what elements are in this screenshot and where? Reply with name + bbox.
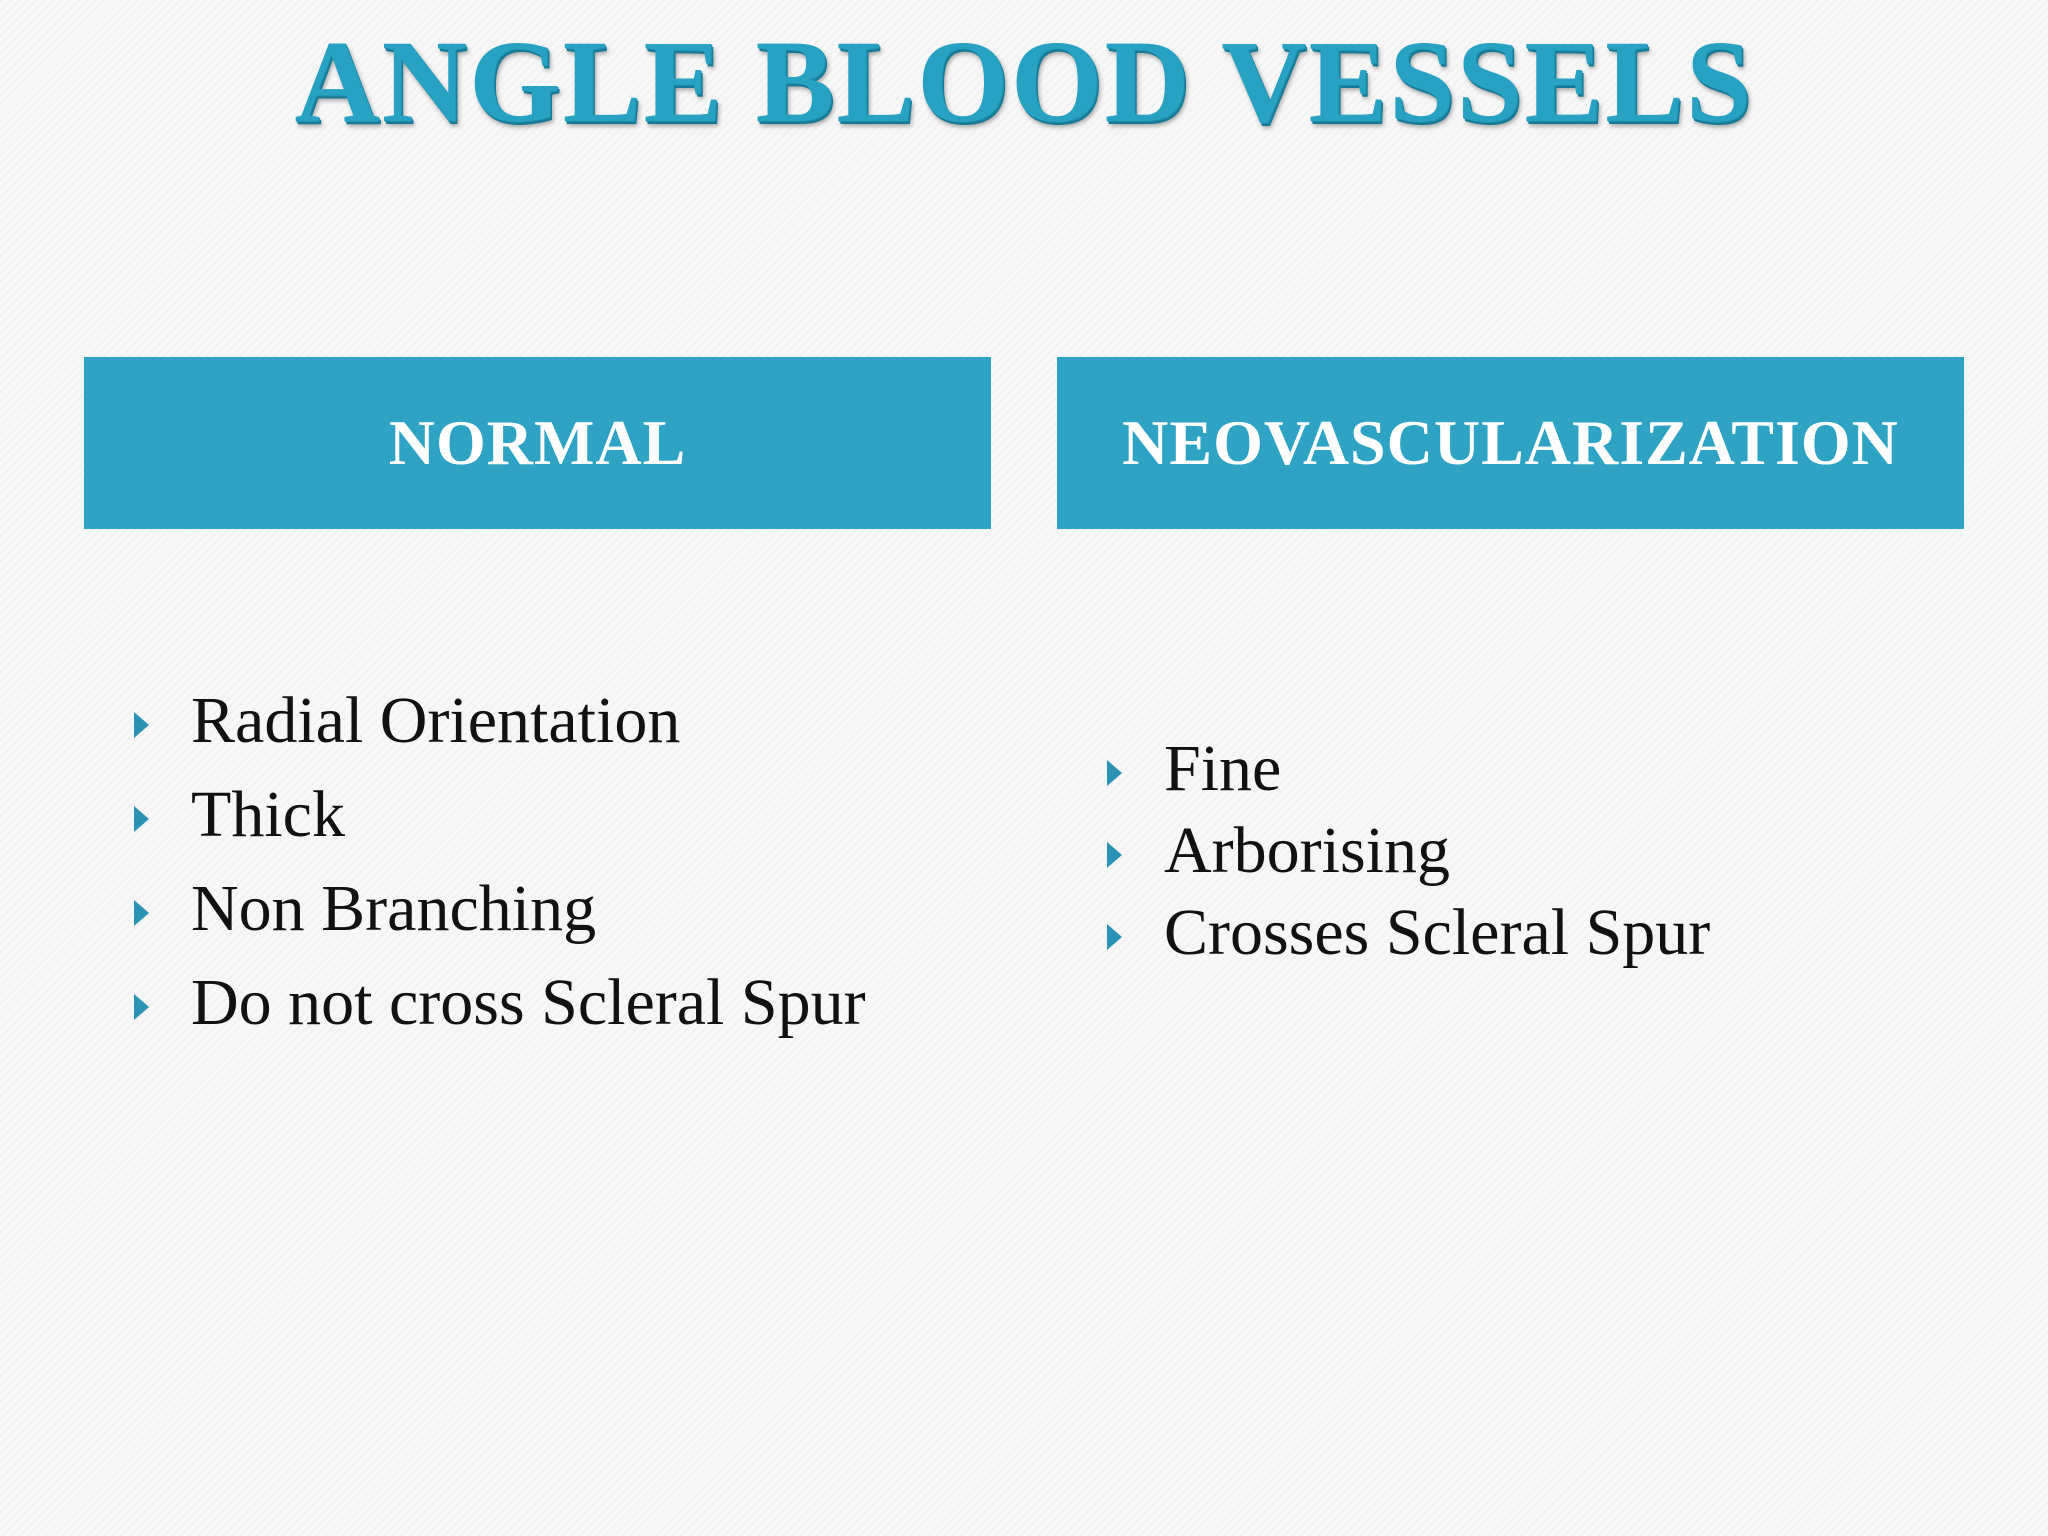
list-item (1103, 728, 2003, 810)
triangle-right-icon (1107, 842, 1122, 868)
list-item-text: Do not cross Scleral Spur (191, 966, 866, 1039)
neovascularization-list (1103, 728, 2003, 974)
slide-title: ANGLE BLOOD VESSELS (294, 16, 1754, 147)
list-item-text: Non Branching (191, 872, 597, 945)
list-item (130, 956, 1010, 1050)
list-item-text: Radial Orientation (191, 684, 681, 757)
normal-list (130, 674, 1010, 1050)
list-item-text: Fine (1164, 732, 1282, 805)
triangle-right-icon (134, 806, 149, 832)
list-item-text: Arborising (1164, 814, 1450, 887)
column-header-normal-label: NORMAL (388, 407, 687, 478)
list-item (130, 768, 1010, 862)
list-item-text: Thick (191, 778, 345, 851)
list-item (130, 674, 1010, 768)
triangle-right-icon (134, 712, 149, 738)
triangle-right-icon (134, 900, 149, 926)
triangle-right-icon (1107, 760, 1122, 786)
list-item (1103, 810, 2003, 892)
triangle-right-icon (1107, 924, 1122, 950)
column-header-neovascularization-label: NEOVASCULARIZATION (1122, 407, 1899, 478)
list-item (1103, 892, 2003, 974)
triangle-right-icon (134, 994, 149, 1020)
column-header-normal (84, 357, 991, 529)
list-item (130, 862, 1010, 956)
list-item-text: Crosses Scleral Spur (1164, 896, 1711, 969)
column-header-neovascularization (1057, 357, 1964, 529)
